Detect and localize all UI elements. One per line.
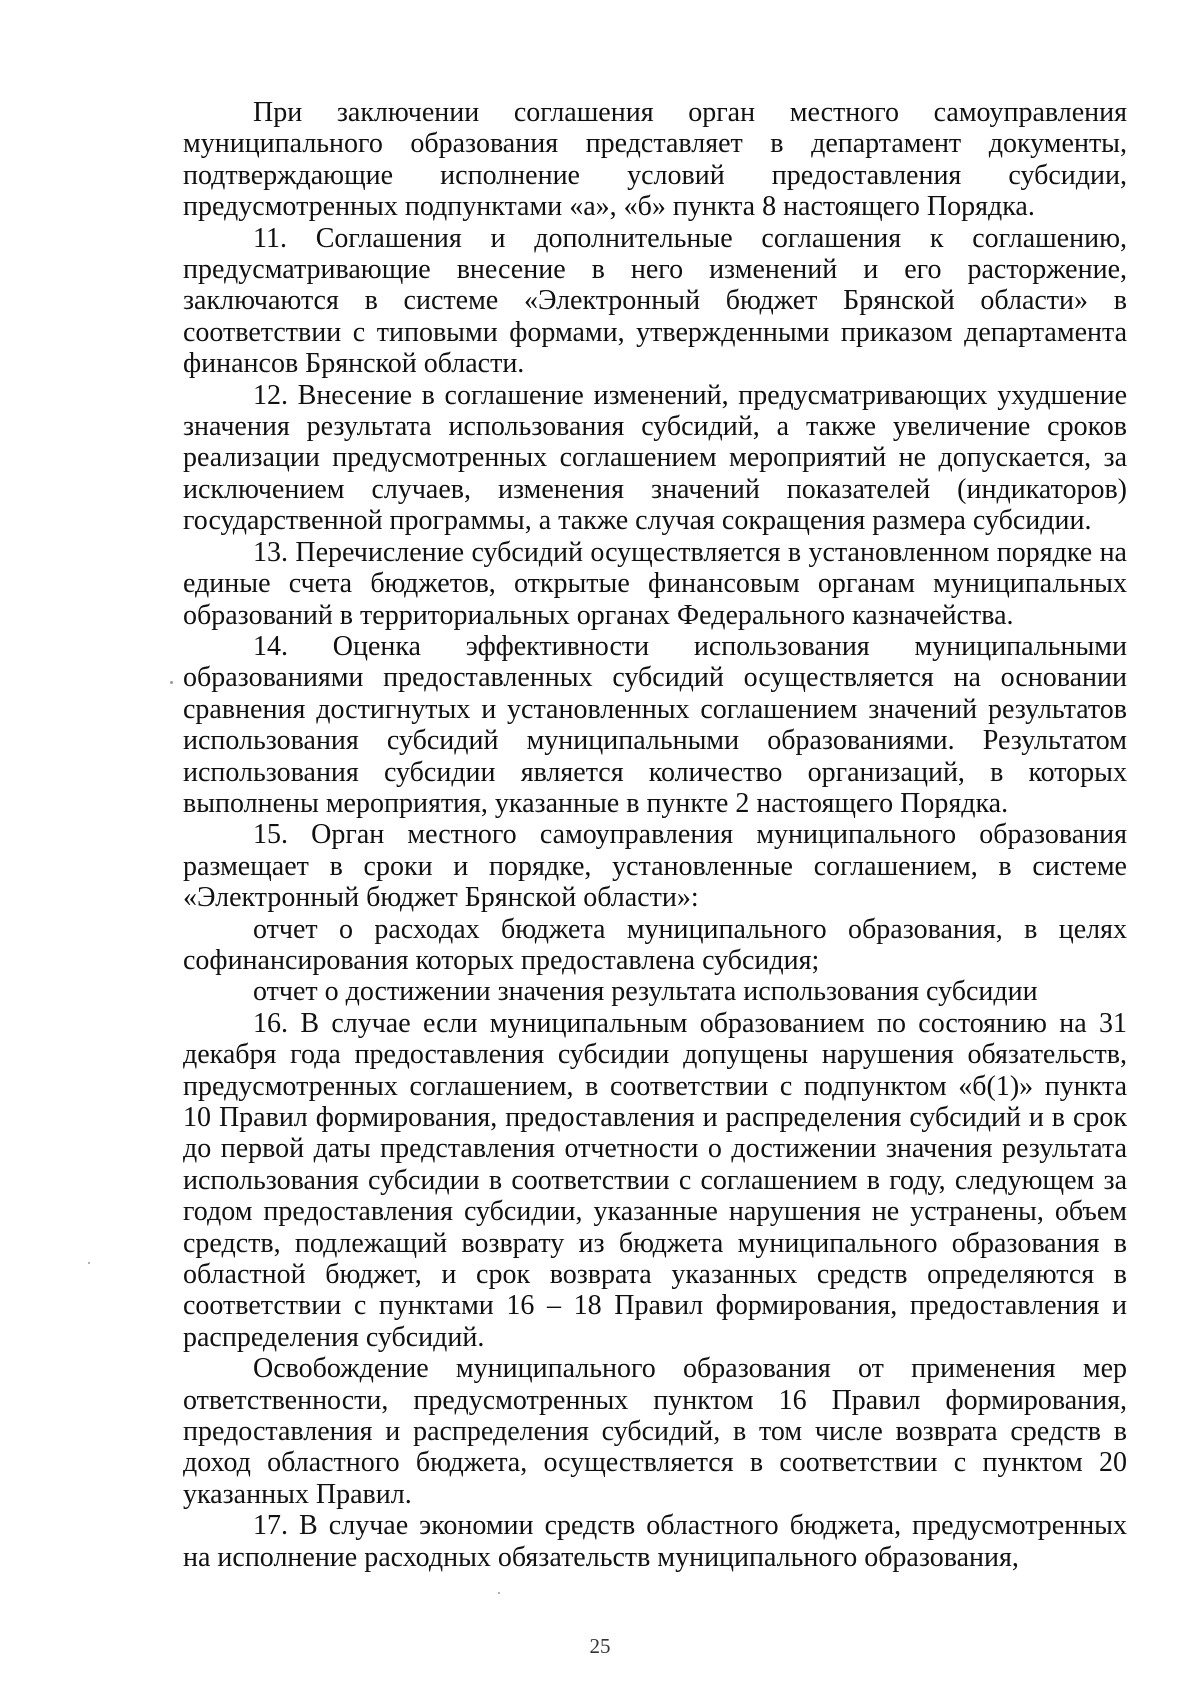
paragraph-16: 16. В случае если муниципальным образованием по состоянию на 31 декабря года предоставления субсидии допущены нарушения обязательств, предусмотренных соглашением, в соответствии с подпунктом «б(1)» пункта 10 Правил формирования, предоставления и распределения субсидий и в срок до первой даты представления отчетности о достижении значения результата использования субсидии в соответствии с соглашением в году, следующем за годом предоставления субсидии, указанные нарушения не устранены, объем средств, подлежащий возврату из бюджета муниципального образования в областной бюджет, и срок возврата указанных средств определяются в соответствии с пунктами 16 – 18 Правил формирования, предоставления и распределения субсидий. — [183, 1007, 1127, 1353]
paragraph-15-report-results: отчет о достижении значения результата использования субсидии — [253, 976, 1038, 1008]
paragraph-15-report-expenses: отчет о расходах бюджета муниципального образования, в целях софинансирования которых предоставлена субсидия; — [183, 913, 1127, 976]
document-body — [183, 97, 1127, 1573]
paragraph-agreement-documents: При заключении соглашения орган местного самоуправления муниципального образования представляет в департамент документы, подтверждающие исполнение условий предоставления субсидии, предусмотренных подпунктами «а», «б» пункта 8 настоящего Порядка. — [183, 97, 1127, 223]
scan-speck — [498, 1592, 500, 1594]
paragraph-17: 17. В случае экономии средств областного бюджета, предусмотренных на исполнение расходных обязательств муниципального образования, — [183, 1510, 1127, 1573]
paragraph-11: 11. Соглашения и дополнительные соглашения к соглашению, предусматривающие внесение в него изменений и его расторжение, заключаются в системе «Электронный бюджет Брянской области» в соответствии с типовыми формами, утвержденными приказом департамента финансов Брянской области. — [183, 222, 1127, 380]
paragraph-12: 12. Внесение в соглашение изменений, предусматривающих ухудшение значения результата использования субсидий, а также увеличение сроков реализации предусмотренных соглашением мероприятий не допускается, за исключением случаев, изменения значений показателей (индикаторов) государственной программы, а также случая сокращения размера субсидии. — [183, 379, 1127, 537]
paragraph-15: 15. Орган местного самоуправления муниципального образования размещает в сроки и порядке, установленные соглашением, в системе «Электронный бюджет Брянской области»: — [183, 819, 1127, 914]
scan-speck — [170, 681, 173, 684]
paragraph-exemption: Освобождение муниципального образования от применения мер ответственности, предусмотренных пунктом 16 Правил формирования, предоставления и распределения субсидий, в том числе возврата средств в доход областного бюджета, осуществляется в соответствии с пунктом 20 указанных Правил. — [183, 1353, 1127, 1510]
paragraph-14: 14. Оценка эффективности использования муниципальными образованиями предоставленных субсидий осуществляется на основании сравнения достигнутых и установленных соглашением значений результатов использования субсидий муниципальными образованиями. Результатом использования субсидии является количество организаций, в которых выполнены мероприятия, указанные в пункте 2 настоящего Порядка. — [183, 630, 1127, 819]
scan-speck — [88, 1262, 90, 1264]
paragraph-13: 13. Перечисление субсидий осуществляется в установленном порядке на единые счета бюджетов, открытые финансовым органам муниципальных образований в территориальных органах Федерального казначейства. — [183, 536, 1127, 631]
page-number: 25 — [589, 1634, 611, 1658]
